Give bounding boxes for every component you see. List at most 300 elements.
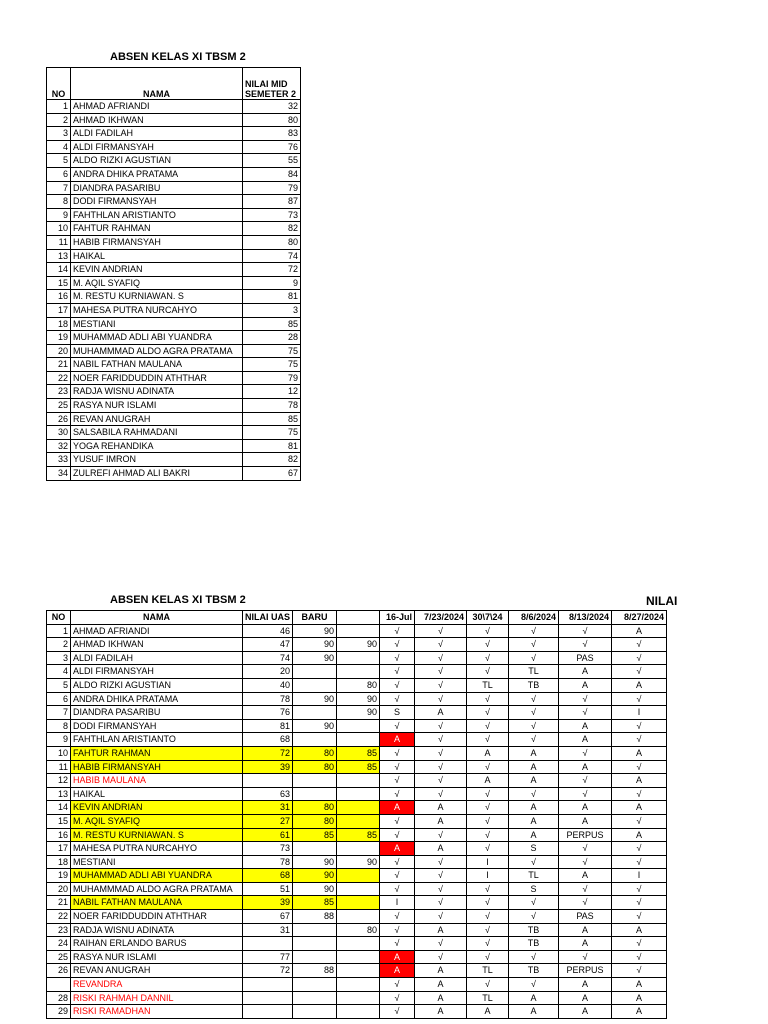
attendance-cell: √ bbox=[467, 760, 509, 774]
attendance-cell: A bbox=[559, 1005, 612, 1019]
attendance-cell: √ bbox=[380, 760, 415, 774]
row-no: 14 bbox=[47, 801, 71, 815]
row-remedial bbox=[337, 910, 380, 924]
row-no: 30 bbox=[47, 426, 71, 440]
attendance-cell: √ bbox=[380, 624, 415, 638]
row-nama: RAIHAN ERLANDO BARUS bbox=[71, 937, 243, 951]
attendance-cell: √ bbox=[415, 746, 467, 760]
attendance-cell: √ bbox=[380, 937, 415, 951]
row-nama: YOGA REHANDIKA bbox=[71, 439, 243, 453]
row-remedial bbox=[337, 937, 380, 951]
row-nama: FAHTUR RAHMAN bbox=[71, 222, 243, 236]
table-row bbox=[47, 855, 667, 869]
attendance-cell: √ bbox=[559, 950, 612, 964]
attendance-cell: √ bbox=[467, 665, 509, 679]
table-row bbox=[47, 195, 301, 209]
attendance-cell: PERPUS bbox=[559, 964, 612, 978]
row-baru bbox=[293, 950, 337, 964]
attendance-cell: √ bbox=[467, 624, 509, 638]
row-uas: 31 bbox=[243, 923, 293, 937]
attendance-cell: A bbox=[559, 719, 612, 733]
attendance-cell: √ bbox=[612, 692, 667, 706]
row-no: 10 bbox=[47, 746, 71, 760]
attendance-cell: √ bbox=[380, 991, 415, 1005]
attendance-cell: √ bbox=[467, 733, 509, 747]
attendance-cell: √ bbox=[509, 787, 559, 801]
row-remedial bbox=[337, 950, 380, 964]
row-nama: MUHAMMAD ADLI ABI YUANDRA bbox=[71, 331, 243, 345]
row-nilai: 84 bbox=[243, 167, 301, 181]
attendance-cell: A bbox=[559, 814, 612, 828]
table-row bbox=[47, 787, 667, 801]
row-remedial: 85 bbox=[337, 828, 380, 842]
row-nilai: 80 bbox=[243, 235, 301, 249]
row-nama: MUHAMMMAD ALDO AGRA PRATAMA bbox=[71, 344, 243, 358]
row-baru bbox=[293, 978, 337, 992]
col-header: NILAI UAS bbox=[243, 611, 293, 625]
attendance-cell: √ bbox=[612, 937, 667, 951]
col-header: 8/6/2024 bbox=[509, 611, 559, 625]
row-no: 11 bbox=[47, 760, 71, 774]
row-remedial bbox=[337, 774, 380, 788]
attendance-cell: √ bbox=[415, 624, 467, 638]
table-row bbox=[47, 774, 667, 788]
attendance-cell: TL bbox=[509, 665, 559, 679]
row-baru: 90 bbox=[293, 692, 337, 706]
attendance-cell: √ bbox=[612, 787, 667, 801]
table-row bbox=[47, 412, 301, 426]
table-row bbox=[47, 923, 667, 937]
row-remedial bbox=[337, 842, 380, 856]
row-nama: MESTIANI bbox=[71, 317, 243, 331]
table-row bbox=[47, 760, 667, 774]
attendance-cell: √ bbox=[467, 882, 509, 896]
table-row bbox=[47, 733, 667, 747]
row-nama: RISKI RAMADHAN bbox=[71, 1005, 243, 1019]
table-row bbox=[47, 140, 301, 154]
attendance-cell: A bbox=[559, 760, 612, 774]
row-uas: 46 bbox=[243, 624, 293, 638]
table-row bbox=[47, 439, 301, 453]
attendance-cell: A bbox=[415, 978, 467, 992]
attendance-cell: √ bbox=[380, 923, 415, 937]
row-no: 21 bbox=[47, 896, 71, 910]
attendance-cell: √ bbox=[415, 882, 467, 896]
attendance-cell: √ bbox=[509, 706, 559, 720]
attendance-cell: √ bbox=[467, 692, 509, 706]
row-no: 21 bbox=[47, 358, 71, 372]
row-nama: REVANDRA bbox=[71, 978, 243, 992]
row-nilai: 81 bbox=[243, 439, 301, 453]
row-no: 7 bbox=[47, 181, 71, 195]
row-remedial bbox=[337, 651, 380, 665]
attendance-cell: A bbox=[467, 746, 509, 760]
table-row bbox=[47, 896, 667, 910]
col-header: 30\7\24 bbox=[467, 611, 509, 625]
row-no: 9 bbox=[47, 208, 71, 222]
row-nama: AHMAD AFRIANDI bbox=[71, 100, 243, 114]
row-nama: AHMAD AFRIANDI bbox=[71, 624, 243, 638]
row-nilai: 32 bbox=[243, 100, 301, 114]
row-nilai: 28 bbox=[243, 331, 301, 345]
row-baru: 90 bbox=[293, 651, 337, 665]
attendance-cell: √ bbox=[415, 692, 467, 706]
row-baru: 88 bbox=[293, 964, 337, 978]
attendance-cell: √ bbox=[509, 638, 559, 652]
col-header: 7/23/2024 bbox=[415, 611, 467, 625]
col-header: NAMA bbox=[71, 611, 243, 625]
row-nama: AHMAD IKHWAN bbox=[71, 638, 243, 652]
row-no: 8 bbox=[47, 719, 71, 733]
attendance-cell: √ bbox=[559, 787, 612, 801]
row-baru: 85 bbox=[293, 828, 337, 842]
row-no: 16 bbox=[47, 290, 71, 304]
attendance-cell: √ bbox=[467, 978, 509, 992]
attendance-cell: √ bbox=[380, 978, 415, 992]
table-row bbox=[47, 964, 667, 978]
attendance-cell: A bbox=[509, 801, 559, 815]
row-nama: RADJA WISNU ADINATA bbox=[71, 385, 243, 399]
row-no: 12 bbox=[47, 774, 71, 788]
row-baru: 80 bbox=[293, 760, 337, 774]
row-nilai: 75 bbox=[243, 426, 301, 440]
row-baru bbox=[293, 665, 337, 679]
row-no: 23 bbox=[47, 923, 71, 937]
attendance-cell: √ bbox=[509, 896, 559, 910]
row-baru bbox=[293, 774, 337, 788]
row-no: 13 bbox=[47, 249, 71, 263]
attendance-cell: √ bbox=[467, 638, 509, 652]
attendance-cell: A bbox=[380, 950, 415, 964]
row-no: 7 bbox=[47, 706, 71, 720]
row-nilai: 67 bbox=[243, 467, 301, 481]
attendance-cell: A bbox=[612, 923, 667, 937]
attendance-cell: √ bbox=[509, 978, 559, 992]
row-no: 5 bbox=[47, 678, 71, 692]
row-no: 11 bbox=[47, 235, 71, 249]
row-no: 19 bbox=[47, 869, 71, 883]
attendance-cell: √ bbox=[612, 814, 667, 828]
row-uas: 78 bbox=[243, 855, 293, 869]
attendance-cell: √ bbox=[509, 910, 559, 924]
row-no: 2 bbox=[47, 638, 71, 652]
attendance-cell: √ bbox=[559, 706, 612, 720]
attendance-cell: √ bbox=[509, 719, 559, 733]
attendance-cell: S bbox=[380, 706, 415, 720]
attendance-cell: √ bbox=[467, 828, 509, 842]
attendance-table-mid bbox=[46, 67, 301, 481]
table-row bbox=[47, 692, 667, 706]
attendance-cell: √ bbox=[380, 814, 415, 828]
row-no: 20 bbox=[47, 344, 71, 358]
attendance-cell: S bbox=[509, 882, 559, 896]
attendance-cell: √ bbox=[509, 950, 559, 964]
attendance-cell: A bbox=[612, 801, 667, 815]
row-remedial: 80 bbox=[337, 678, 380, 692]
attendance-cell: I bbox=[612, 869, 667, 883]
row-nilai: 76 bbox=[243, 140, 301, 154]
row-nilai: 74 bbox=[243, 249, 301, 263]
row-no: 34 bbox=[47, 467, 71, 481]
row-remedial bbox=[337, 801, 380, 815]
row-uas: 31 bbox=[243, 801, 293, 815]
attendance-cell: √ bbox=[380, 855, 415, 869]
attendance-cell: √ bbox=[380, 787, 415, 801]
row-remedial bbox=[337, 733, 380, 747]
attendance-cell: √ bbox=[415, 733, 467, 747]
attendance-cell: √ bbox=[509, 651, 559, 665]
table-row bbox=[47, 1005, 667, 1019]
row-no: 20 bbox=[47, 882, 71, 896]
row-nama: DIANDRA PASARIBU bbox=[71, 706, 243, 720]
attendance-cell: TL bbox=[467, 678, 509, 692]
attendance-cell: √ bbox=[415, 719, 467, 733]
row-nilai: 79 bbox=[243, 181, 301, 195]
row-uas: 47 bbox=[243, 638, 293, 652]
row-nama: HABIB FIRMANSYAH bbox=[71, 760, 243, 774]
row-remedial: 90 bbox=[337, 706, 380, 720]
attendance-cell: A bbox=[509, 746, 559, 760]
attendance-cell: A bbox=[612, 1005, 667, 1019]
row-nama: DODI FIRMANSYAH bbox=[71, 719, 243, 733]
attendance-cell: A bbox=[380, 733, 415, 747]
attendance-cell: PAS bbox=[559, 910, 612, 924]
attendance-cell: √ bbox=[559, 746, 612, 760]
table1-title: ABSEN KELAS XI TBSM 2 bbox=[110, 51, 246, 63]
table-row bbox=[47, 869, 667, 883]
row-nama: ALDI FADILAH bbox=[71, 651, 243, 665]
attendance-cell: √ bbox=[612, 842, 667, 856]
attendance-cell: √ bbox=[415, 665, 467, 679]
row-nama: REVAN ANUGRAH bbox=[71, 964, 243, 978]
attendance-cell: √ bbox=[415, 774, 467, 788]
row-nama: M. AQIL SYAFIQ bbox=[71, 276, 243, 290]
attendance-cell: TL bbox=[509, 869, 559, 883]
attendance-cell: A bbox=[467, 1005, 509, 1019]
row-nama: MUHAMMAD ADLI ABI YUANDRA bbox=[71, 869, 243, 883]
row-nama: AHMAD IKHWAN bbox=[71, 113, 243, 127]
attendance-cell: A bbox=[415, 1005, 467, 1019]
attendance-cell: √ bbox=[415, 855, 467, 869]
row-nama: MAHESA PUTRA NURCAHYO bbox=[71, 303, 243, 317]
row-no bbox=[47, 978, 71, 992]
attendance-cell: √ bbox=[380, 746, 415, 760]
table-row bbox=[47, 991, 667, 1005]
table-row bbox=[47, 100, 301, 114]
row-baru: 90 bbox=[293, 719, 337, 733]
table-row bbox=[47, 303, 301, 317]
row-no: 33 bbox=[47, 453, 71, 467]
row-nama: MESTIANI bbox=[71, 855, 243, 869]
table-row bbox=[47, 344, 301, 358]
table-row bbox=[47, 937, 667, 951]
row-uas: 20 bbox=[243, 665, 293, 679]
row-uas bbox=[243, 1005, 293, 1019]
attendance-cell: A bbox=[559, 678, 612, 692]
row-nama: FAHTUR RAHMAN bbox=[71, 746, 243, 760]
attendance-cell: √ bbox=[415, 937, 467, 951]
row-no: 29 bbox=[47, 1005, 71, 1019]
table-row bbox=[47, 426, 301, 440]
row-remedial bbox=[337, 624, 380, 638]
row-uas: 68 bbox=[243, 869, 293, 883]
row-remedial bbox=[337, 719, 380, 733]
row-no: 24 bbox=[47, 937, 71, 951]
table-row bbox=[47, 814, 667, 828]
col-nilai-mid: NILAI MID SEMETER 2 bbox=[243, 68, 301, 100]
attendance-cell: √ bbox=[559, 882, 612, 896]
row-no: 18 bbox=[47, 317, 71, 331]
row-nama: MUHAMMMAD ALDO AGRA PRATAMA bbox=[71, 882, 243, 896]
row-baru bbox=[293, 842, 337, 856]
row-remedial: 85 bbox=[337, 760, 380, 774]
attendance-cell: √ bbox=[612, 950, 667, 964]
attendance-cell: √ bbox=[467, 950, 509, 964]
row-nama: YUSUF IMRON bbox=[71, 453, 243, 467]
row-remedial bbox=[337, 882, 380, 896]
attendance-cell: √ bbox=[612, 719, 667, 733]
row-remedial bbox=[337, 814, 380, 828]
attendance-cell: √ bbox=[380, 1005, 415, 1019]
attendance-cell: √ bbox=[612, 910, 667, 924]
row-nama: NOER FARIDDUDDIN ATHTHAR bbox=[71, 910, 243, 924]
attendance-cell: A bbox=[612, 828, 667, 842]
row-baru: 90 bbox=[293, 882, 337, 896]
row-nama: M. AQIL SYAFIQ bbox=[71, 814, 243, 828]
row-nama: RADJA WISNU ADINATA bbox=[71, 923, 243, 937]
attendance-cell: I bbox=[380, 896, 415, 910]
attendance-cell: A bbox=[509, 760, 559, 774]
row-nama: ALDI FIRMANSYAH bbox=[71, 140, 243, 154]
row-no: 22 bbox=[47, 910, 71, 924]
row-uas: 81 bbox=[243, 719, 293, 733]
attendance-cell: √ bbox=[415, 760, 467, 774]
attendance-cell: √ bbox=[612, 733, 667, 747]
attendance-cell: A bbox=[559, 937, 612, 951]
row-nama: HAIKAL bbox=[71, 787, 243, 801]
attendance-cell: I bbox=[467, 855, 509, 869]
row-uas: 63 bbox=[243, 787, 293, 801]
attendance-cell: A bbox=[415, 923, 467, 937]
row-nama: DODI FIRMANSYAH bbox=[71, 195, 243, 209]
attendance-cell: √ bbox=[467, 801, 509, 815]
attendance-cell: √ bbox=[380, 651, 415, 665]
row-baru: 90 bbox=[293, 855, 337, 869]
row-nama: KEVIN ANDRIAN bbox=[71, 263, 243, 277]
row-nama: ALDO RIZKI AGUSTIAN bbox=[71, 154, 243, 168]
attendance-cell: A bbox=[612, 678, 667, 692]
row-baru bbox=[293, 733, 337, 747]
table-row bbox=[47, 801, 667, 815]
attendance-cell: √ bbox=[415, 910, 467, 924]
row-no: 26 bbox=[47, 412, 71, 426]
row-nilai: 9 bbox=[243, 276, 301, 290]
col-header: BARU bbox=[293, 611, 337, 625]
table-row bbox=[47, 331, 301, 345]
table-row bbox=[47, 385, 301, 399]
row-no: 13 bbox=[47, 787, 71, 801]
attendance-cell: A bbox=[509, 774, 559, 788]
row-no: 25 bbox=[47, 950, 71, 964]
attendance-cell: TL bbox=[467, 964, 509, 978]
table-row bbox=[47, 167, 301, 181]
attendance-cell: √ bbox=[559, 855, 612, 869]
attendance-cell: √ bbox=[559, 624, 612, 638]
attendance-cell: PERPUS bbox=[559, 828, 612, 842]
attendance-cell: √ bbox=[612, 896, 667, 910]
attendance-cell: A bbox=[509, 814, 559, 828]
row-uas bbox=[243, 774, 293, 788]
attendance-cell: √ bbox=[380, 828, 415, 842]
row-nilai: 3 bbox=[243, 303, 301, 317]
row-nilai: 81 bbox=[243, 290, 301, 304]
row-nilai: 78 bbox=[243, 399, 301, 413]
row-nama: RASYA NUR ISLAMI bbox=[71, 950, 243, 964]
row-baru: 80 bbox=[293, 814, 337, 828]
row-uas: 74 bbox=[243, 651, 293, 665]
attendance-cell: √ bbox=[467, 937, 509, 951]
table-row bbox=[47, 842, 667, 856]
row-uas bbox=[243, 978, 293, 992]
row-no: 17 bbox=[47, 842, 71, 856]
table-row bbox=[47, 235, 301, 249]
attendance-cell: A bbox=[559, 978, 612, 992]
attendance-cell: √ bbox=[509, 692, 559, 706]
attendance-cell: A bbox=[415, 814, 467, 828]
attendance-cell: √ bbox=[380, 882, 415, 896]
row-no: 1 bbox=[47, 624, 71, 638]
row-nilai: 85 bbox=[243, 412, 301, 426]
row-no: 15 bbox=[47, 276, 71, 290]
table-row bbox=[47, 399, 301, 413]
row-baru: 90 bbox=[293, 624, 337, 638]
attendance-cell: A bbox=[415, 964, 467, 978]
attendance-cell: A bbox=[559, 869, 612, 883]
row-uas: 78 bbox=[243, 692, 293, 706]
table-row bbox=[47, 719, 667, 733]
row-nama: M. RESTU KURNIAWAN. S bbox=[71, 828, 243, 842]
row-nilai: 72 bbox=[243, 263, 301, 277]
attendance-cell: √ bbox=[415, 869, 467, 883]
table-row bbox=[47, 678, 667, 692]
row-uas bbox=[243, 937, 293, 951]
attendance-table-uas bbox=[46, 610, 667, 1019]
attendance-cell: √ bbox=[467, 842, 509, 856]
table-row bbox=[47, 828, 667, 842]
attendance-cell: A bbox=[559, 665, 612, 679]
attendance-cell: TB bbox=[509, 937, 559, 951]
row-nama: ANDRA DHIKA PRATAMA bbox=[71, 167, 243, 181]
row-no: 25 bbox=[47, 399, 71, 413]
row-nama: FAHTHLAN ARISTIANTO bbox=[71, 208, 243, 222]
row-nama: REVAN ANUGRAH bbox=[71, 412, 243, 426]
attendance-cell: A bbox=[612, 624, 667, 638]
table-row bbox=[47, 950, 667, 964]
attendance-cell: √ bbox=[559, 692, 612, 706]
row-nama: KEVIN ANDRIAN bbox=[71, 801, 243, 815]
row-nama: NABIL FATHAN MAULANA bbox=[71, 358, 243, 372]
row-uas bbox=[243, 991, 293, 1005]
row-nama: HAIKAL bbox=[71, 249, 243, 263]
row-remedial bbox=[337, 991, 380, 1005]
attendance-cell: A bbox=[509, 1005, 559, 1019]
row-no: 4 bbox=[47, 665, 71, 679]
attendance-cell: PAS bbox=[559, 651, 612, 665]
attendance-cell: A bbox=[509, 828, 559, 842]
row-no: 4 bbox=[47, 140, 71, 154]
attendance-cell: √ bbox=[415, 896, 467, 910]
row-nama: ALDO RIZKI AGUSTIAN bbox=[71, 678, 243, 692]
